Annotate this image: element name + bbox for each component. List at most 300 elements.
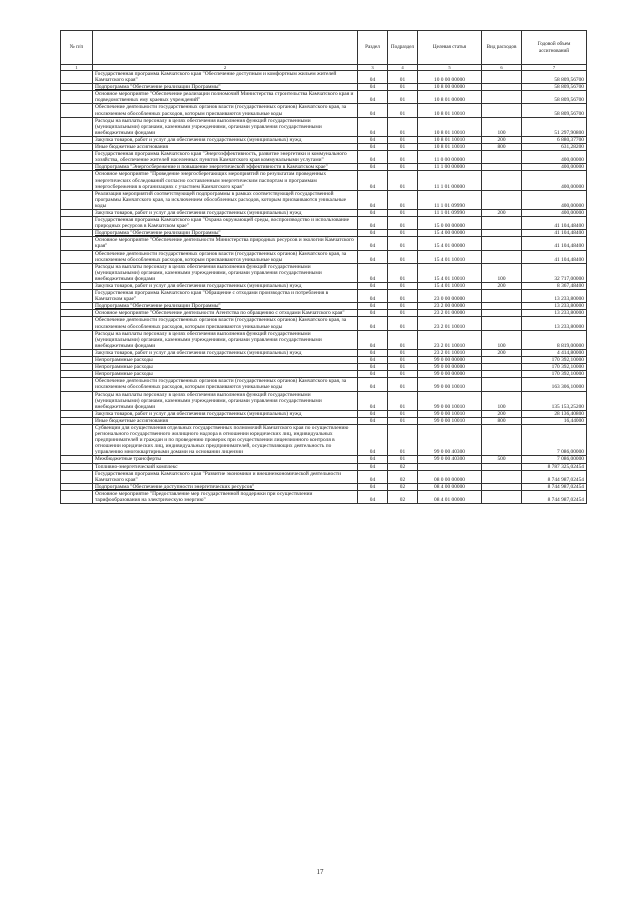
- cell-number: [61, 230, 93, 237]
- cell-amount: 41 104,48400: [522, 217, 587, 230]
- cell-target-article: 11 1 01 00000: [418, 171, 482, 190]
- cell-amount: 170 392,10000: [522, 371, 587, 378]
- cell-name: Непрограммные расходы: [93, 364, 358, 371]
- table-row: [61, 237, 587, 250]
- cell-expense-type: [482, 310, 522, 317]
- cell-expense-type: 800: [482, 417, 522, 424]
- cell-section: 04: [358, 371, 388, 378]
- cell-section: 04: [358, 463, 388, 470]
- cell-name: Закупка товаров, работ и услуг для обеспечения государственных (муниципальных) нужд: [93, 283, 358, 290]
- cell-subsection: 01: [388, 290, 418, 303]
- table-row: [61, 463, 587, 470]
- column-number: 6: [482, 65, 522, 71]
- cell-target-article: 11 0 00 00000: [418, 151, 482, 164]
- cell-section: 04: [358, 364, 388, 371]
- cell-number: [61, 290, 93, 303]
- cell-expense-type: [482, 463, 522, 470]
- table-row: [61, 230, 587, 237]
- cell-expense-type: [482, 364, 522, 371]
- cell-amount: 8 787 325,02454: [522, 463, 587, 470]
- cell-number: [61, 84, 93, 91]
- header-annual-amount: Годовой объем ассигнований: [522, 31, 587, 65]
- cell-target-article: 11 1 00 00000: [418, 164, 482, 171]
- table-row: [61, 71, 587, 84]
- cell-subsection: 01: [388, 250, 418, 263]
- cell-amount: 8 744 987,02454: [522, 470, 587, 483]
- cell-section: 04: [358, 357, 388, 364]
- cell-amount: 58 809,56700: [522, 91, 587, 104]
- cell-expense-type: [482, 303, 522, 310]
- cell-amount: 400,00000: [522, 151, 587, 164]
- cell-name: Расходы на выплаты персоналу в целях обеспечения выполнения функций государственными (муниципальными) органами, казенными учреждениями, органами управления государственными внебюджетными фондами: [93, 391, 358, 410]
- cell-section: 04: [358, 104, 388, 117]
- cell-expense-type: 200: [482, 349, 522, 356]
- cell-number: [61, 171, 93, 190]
- cell-name: Непрограммные расходы: [93, 357, 358, 364]
- table-row: [61, 190, 587, 209]
- cell-subsection: 01: [388, 371, 418, 378]
- cell-target-article: 23 0 00 00000: [418, 290, 482, 303]
- cell-target-article: 11 1 01 09990: [418, 190, 482, 209]
- cell-expense-type: 100: [482, 391, 522, 410]
- cell-number: [61, 490, 93, 503]
- cell-section: 04: [358, 250, 388, 263]
- table-row: [61, 490, 587, 503]
- cell-section: 04: [358, 91, 388, 104]
- cell-expense-type: [482, 151, 522, 164]
- cell-expense-type: [482, 483, 522, 490]
- cell-target-article: 10 8 01 10010: [418, 144, 482, 151]
- cell-subsection: 01: [388, 164, 418, 171]
- cell-expense-type: [482, 190, 522, 209]
- cell-name: Основное мероприятие "Обеспечение реализации полномочий Министерства строительства Камчатского края и подведомственных ему краевых учреждений": [93, 91, 358, 104]
- table-row: [61, 424, 587, 455]
- cell-expense-type: 200: [482, 283, 522, 290]
- column-number: 7: [522, 65, 587, 71]
- cell-name: Основное мероприятие "Обеспечение деятельности Агентства по обращению с отходами Камчатского края": [93, 310, 358, 317]
- cell-section: 04: [358, 456, 388, 463]
- cell-target-article: 10 8 00 00000: [418, 84, 482, 91]
- cell-amount: 400,00000: [522, 190, 587, 209]
- cell-section: 04: [358, 209, 388, 216]
- table-row: [61, 290, 587, 303]
- cell-section: 04: [358, 310, 388, 317]
- cell-amount: 41 104,48400: [522, 250, 587, 263]
- cell-name: Государственная программа Камчатского края "Обращение с отходами производства и потребления в Камчатском крае": [93, 290, 358, 303]
- cell-amount: 58 809,56700: [522, 84, 587, 91]
- cell-amount: 58 809,56700: [522, 104, 587, 117]
- cell-amount: 8 367,48400: [522, 283, 587, 290]
- cell-section: 04: [358, 190, 388, 209]
- cell-expense-type: 100: [482, 263, 522, 282]
- header-subsection: Подраздел: [388, 31, 418, 65]
- cell-expense-type: 500: [482, 456, 522, 463]
- cell-expense-type: [482, 71, 522, 84]
- cell-subsection: 02: [388, 490, 418, 503]
- cell-number: [61, 410, 93, 417]
- cell-target-article: 10 8 01 00000: [418, 91, 482, 104]
- cell-target-article: 15 4 01 10010: [418, 250, 482, 263]
- cell-name: Государственная программа Камчатского края "Охрана окружающей среды, воспроизводство и использование природных ресурсов в Камчатском крае": [93, 217, 358, 230]
- cell-amount: 6 880,37700: [522, 136, 587, 143]
- cell-name: Подпрограмма "Обеспечение реализации Программы": [93, 84, 358, 91]
- column-number: 4: [388, 65, 418, 71]
- budget-allocation-table: [60, 30, 587, 504]
- cell-number: [61, 283, 93, 290]
- cell-subsection: 01: [388, 330, 418, 349]
- cell-amount: 631,28200: [522, 144, 587, 151]
- cell-section: 04: [358, 217, 388, 230]
- table-row: [61, 263, 587, 282]
- cell-number: [61, 424, 93, 455]
- header-target-article: Целевая статья: [418, 31, 482, 65]
- cell-name: Обеспечение деятельности государственных органов власти (государственных органов) Камчатского края, за исключением обособленных расходов, которым присваиваются уникальные коды: [93, 250, 358, 263]
- cell-expense-type: 100: [482, 330, 522, 349]
- table-row: [61, 410, 587, 417]
- cell-number: [61, 463, 93, 470]
- cell-name: Иные бюджетные ассигнования: [93, 417, 358, 424]
- cell-subsection: 01: [388, 144, 418, 151]
- cell-number: [61, 164, 93, 171]
- table-row: [61, 371, 587, 378]
- cell-name: Расходы на выплаты персоналу в целях обеспечения выполнения функций государственными (муниципальными) органами, казенными учреждениями, органами управления государственными внебюджетными фондами: [93, 263, 358, 282]
- table-row: [61, 171, 587, 190]
- cell-expense-type: [482, 91, 522, 104]
- cell-target-article: 99 0 00 00000: [418, 371, 482, 378]
- cell-number: [61, 144, 93, 151]
- cell-target-article: 99 0 00 10010: [418, 378, 482, 391]
- header-name: [93, 31, 358, 65]
- cell-expense-type: [482, 371, 522, 378]
- cell-amount: 135 153,25200: [522, 391, 587, 410]
- cell-name: Расходы на выплаты персоналу в целях обеспечения выполнения функций государственными (муниципальными) органами, казенными учреждениями, органами управления государственными внебюджетными фондами: [93, 330, 358, 349]
- cell-section: 04: [358, 424, 388, 455]
- column-number: 3: [358, 65, 388, 71]
- cell-section: 04: [358, 263, 388, 282]
- cell-subsection: 01: [388, 417, 418, 424]
- cell-name: Закупка товаров, работ и услуг для обеспечения государственных (муниципальных) нужд: [93, 209, 358, 216]
- table-row: [61, 330, 587, 349]
- cell-target-article: 99 0 00 10010: [418, 391, 482, 410]
- cell-name: Подпрограмма "Обеспечение реализации Программы": [93, 230, 358, 237]
- cell-subsection: 01: [388, 378, 418, 391]
- cell-subsection: 01: [388, 357, 418, 364]
- cell-name: Подпрограмма "Энергосбережение и повышение энергетической эффективности в Камчатском крае": [93, 164, 358, 171]
- cell-section: 04: [358, 410, 388, 417]
- cell-section: 04: [358, 483, 388, 490]
- cell-target-article: 10 0 00 00000: [418, 71, 482, 84]
- cell-target-article: 23 2 01 10010: [418, 330, 482, 349]
- cell-amount: 8 744 987,02454: [522, 483, 587, 490]
- table-row: [61, 456, 587, 463]
- cell-amount: 8 744 987,02454: [522, 490, 587, 503]
- cell-amount: 13 233,80000: [522, 303, 587, 310]
- cell-target-article: 15 0 00 00000: [418, 217, 482, 230]
- table-row: [61, 91, 587, 104]
- cell-number: [61, 209, 93, 216]
- cell-amount: 170 392,10000: [522, 357, 587, 364]
- cell-section: 04: [358, 136, 388, 143]
- cell-target-article: 15 4 00 00000: [418, 230, 482, 237]
- cell-subsection: 01: [388, 209, 418, 216]
- cell-name: Основное мероприятие "Предоставление мер государственной поддержки при осуществлении тарифообразования на электрическую энергию": [93, 490, 358, 503]
- cell-name: Государственная программа Камчатского края "Развитие экономики и внешнеэкономической деятельности Камчатского края": [93, 470, 358, 483]
- table-row: [61, 391, 587, 410]
- cell-name: Государственная программа Камчатского края "Энергоэффективность, развитие энергетики и коммунального хозяйства, обеспечение жителей населенных пунктов Камчатского края коммунальными услугами": [93, 151, 358, 164]
- cell-name: Непрограммные расходы: [93, 371, 358, 378]
- cell-target-article: 99 0 00 40300: [418, 424, 482, 455]
- header-num: № п/п: [61, 31, 93, 65]
- cell-name: Обеспечение деятельности государственных органов власти (государственных органов) Камчатского края, за исключением обособленных расходов, которым присваиваются уникальные коды: [93, 104, 358, 117]
- cell-section: 04: [358, 151, 388, 164]
- cell-section: 04: [358, 290, 388, 303]
- cell-expense-type: [482, 317, 522, 330]
- cell-number: [61, 378, 93, 391]
- cell-section: 04: [358, 378, 388, 391]
- cell-amount: 41 104,48400: [522, 230, 587, 237]
- cell-target-article: 23 2 00 00000: [418, 303, 482, 310]
- cell-subsection: 01: [388, 456, 418, 463]
- cell-section: 04: [358, 144, 388, 151]
- table-row: [61, 217, 587, 230]
- cell-subsection: 01: [388, 151, 418, 164]
- table-row: [61, 104, 587, 117]
- cell-amount: 41 104,48400: [522, 237, 587, 250]
- cell-name: Закупка товаров, работ и услуг для обеспечения государственных (муниципальных) нужд: [93, 410, 358, 417]
- cell-subsection: 01: [388, 283, 418, 290]
- cell-subsection: 01: [388, 237, 418, 250]
- cell-subsection: 01: [388, 136, 418, 143]
- header-expense-type: Вид расходов: [482, 31, 522, 65]
- cell-number: [61, 391, 93, 410]
- cell-section: 04: [358, 349, 388, 356]
- cell-expense-type: [482, 104, 522, 117]
- cell-number: [61, 303, 93, 310]
- cell-expense-type: [482, 237, 522, 250]
- column-number: 1: [61, 65, 93, 71]
- cell-expense-type: 200: [482, 410, 522, 417]
- cell-amount: 7 086,00000: [522, 424, 587, 455]
- cell-target-article: 08 0 00 00000: [418, 470, 482, 483]
- cell-expense-type: [482, 250, 522, 263]
- cell-target-article: 10 8 01 10010: [418, 136, 482, 143]
- table-row: [61, 303, 587, 310]
- cell-name: Основное мероприятие "Проведение энергосберегающих мероприятий по результатам проведенных энергетических обследований согласно составленным энергетическим паспортам и программам энергосбережения в организациях с участием Камчатского края": [93, 171, 358, 190]
- cell-subsection: 01: [388, 171, 418, 190]
- cell-number: [61, 330, 93, 349]
- cell-subsection: 01: [388, 303, 418, 310]
- cell-target-article: 15 4 01 00000: [418, 237, 482, 250]
- cell-subsection: 02: [388, 483, 418, 490]
- table-row: [61, 117, 587, 136]
- cell-section: 04: [358, 283, 388, 290]
- cell-section: 04: [358, 303, 388, 310]
- table-row: [61, 283, 587, 290]
- cell-number: [61, 371, 93, 378]
- cell-subsection: 01: [388, 317, 418, 330]
- cell-name: Обеспечение деятельности государственных органов власти (государственных органов) Камчатского края, за исключением обособленных расходов, которым присваиваются уникальные коды: [93, 317, 358, 330]
- cell-amount: 170 392,10000: [522, 364, 587, 371]
- cell-amount: 400,00000: [522, 209, 587, 216]
- cell-expense-type: 800: [482, 144, 522, 151]
- cell-target-article: 23 2 01 10010: [418, 349, 482, 356]
- table-row: [61, 364, 587, 371]
- cell-number: [61, 310, 93, 317]
- cell-amount: 4 414,80000: [522, 349, 587, 356]
- cell-section: 04: [358, 330, 388, 349]
- cell-subsection: 02: [388, 470, 418, 483]
- cell-subsection: 02: [388, 463, 418, 470]
- page-number: 17: [316, 868, 324, 876]
- cell-expense-type: 200: [482, 136, 522, 143]
- cell-subsection: 01: [388, 84, 418, 91]
- table-row: [61, 417, 587, 424]
- cell-amount: 13 233,80000: [522, 290, 587, 303]
- cell-subsection: 01: [388, 424, 418, 455]
- cell-name: Реализация мероприятий соответствующей подпрограммы в рамках соответствующей государственной программы Камчатского края, за исключением обособленных расходов, которым присваиваются уникальные коды: [93, 190, 358, 209]
- table-row: [61, 310, 587, 317]
- cell-target-article: 99 0 00 10010: [418, 410, 482, 417]
- cell-number: [61, 357, 93, 364]
- cell-amount: 400,00000: [522, 164, 587, 171]
- cell-number: [61, 483, 93, 490]
- table-row: [61, 250, 587, 263]
- cell-target-article: 99 0 00 00000: [418, 357, 482, 364]
- column-number: 2: [93, 65, 358, 71]
- cell-section: 04: [358, 117, 388, 136]
- cell-target-article: 99 0 00 10010: [418, 417, 482, 424]
- cell-number: [61, 349, 93, 356]
- cell-number: [61, 217, 93, 230]
- cell-amount: 163 306,10000: [522, 378, 587, 391]
- cell-name: Расходы на выплаты персоналу в целях обеспечения выполнения функций государственными (муниципальными) органами, казенными учреждениями, органами управления государственными внебюджетными фондами: [93, 117, 358, 136]
- cell-name: Подпрограмма "Обеспечение реализации Программы": [93, 303, 358, 310]
- cell-subsection: 01: [388, 91, 418, 104]
- cell-expense-type: [482, 424, 522, 455]
- cell-section: 04: [358, 71, 388, 84]
- cell-target-article: 08 4 00 00000: [418, 483, 482, 490]
- table-row: [61, 317, 587, 330]
- cell-target-article: 23 2 01 00000: [418, 310, 482, 317]
- cell-expense-type: [482, 490, 522, 503]
- table-row: [61, 357, 587, 364]
- cell-expense-type: 200: [482, 209, 522, 216]
- cell-target-article: 11 1 01 09990: [418, 209, 482, 216]
- table-row: [61, 84, 587, 91]
- cell-number: [61, 190, 93, 209]
- cell-expense-type: [482, 171, 522, 190]
- table-row: [61, 209, 587, 216]
- cell-subsection: 01: [388, 230, 418, 237]
- cell-section: 04: [358, 230, 388, 237]
- cell-subsection: 01: [388, 391, 418, 410]
- cell-section: 04: [358, 391, 388, 410]
- budget-table-sheet: [60, 30, 586, 504]
- cell-name: Государственная программа Камчатского края "Обеспечение доступным и комфортным жильем жителей Камчатского края": [93, 71, 358, 84]
- cell-target-article: 99 0 00 40300: [418, 456, 482, 463]
- cell-subsection: 01: [388, 71, 418, 84]
- cell-number: [61, 117, 93, 136]
- cell-expense-type: [482, 84, 522, 91]
- cell-name: Закупка товаров, работ и услуг для обеспечения государственных (муниципальных) нужд: [93, 349, 358, 356]
- cell-number: [61, 104, 93, 117]
- cell-section: 04: [358, 171, 388, 190]
- cell-target-article: 15 4 01 10010: [418, 283, 482, 290]
- cell-amount: 400,00000: [522, 171, 587, 190]
- cell-amount: 8 819,00000: [522, 330, 587, 349]
- cell-subsection: 01: [388, 263, 418, 282]
- cell-amount: 13 233,80000: [522, 317, 587, 330]
- cell-section: 04: [358, 490, 388, 503]
- cell-subsection: 01: [388, 310, 418, 317]
- cell-subsection: 01: [388, 349, 418, 356]
- column-number: 5: [418, 65, 482, 71]
- cell-number: [61, 71, 93, 84]
- cell-name: Субвенции для осуществления отдельных государственных полномочий Камчатского края по осуществлению регионального государственного жилищного надзора в отношении юридических лиц, индивидуальных предпринимателей и граждан и по проведению проверок при осуществлении лицензионного контроля в отношении юридических лиц, индивидуальных предпринимателей, осуществляющих деятельность по управлению многоквартирными домами на основании лицензии: [93, 424, 358, 455]
- table-row: [61, 144, 587, 151]
- cell-name: Обеспечение деятельности государственных органов власти (государственных органов) Камчатского края, за исключением обособленных расходов, которым присваиваются уникальные коды: [93, 378, 358, 391]
- cell-target-article: 99 0 00 00000: [418, 364, 482, 371]
- table-row: [61, 470, 587, 483]
- cell-expense-type: [482, 230, 522, 237]
- cell-expense-type: [482, 470, 522, 483]
- cell-name: Основное мероприятие "Обеспечение деятельности Министерства природных ресурсов и экологии Камчатского края": [93, 237, 358, 250]
- table-row: [61, 164, 587, 171]
- cell-section: 04: [358, 84, 388, 91]
- cell-amount: 51 297,90800: [522, 117, 587, 136]
- cell-expense-type: [482, 217, 522, 230]
- cell-section: 04: [358, 237, 388, 250]
- cell-expense-type: [482, 378, 522, 391]
- cell-expense-type: [482, 164, 522, 171]
- cell-name: Иные бюджетные ассигнования: [93, 144, 358, 151]
- cell-number: [61, 417, 93, 424]
- table-row: [61, 378, 587, 391]
- cell-target-article: 10 8 01 10010: [418, 117, 482, 136]
- table-row: [61, 483, 587, 490]
- cell-section: 04: [358, 417, 388, 424]
- cell-amount: 28 136,40800: [522, 410, 587, 417]
- cell-section: 04: [358, 164, 388, 171]
- table-row: [61, 349, 587, 356]
- cell-name: Подпрограмма "Обеспечение доступности энергетических ресурсов": [93, 483, 358, 490]
- cell-number: [61, 237, 93, 250]
- cell-subsection: 01: [388, 104, 418, 117]
- cell-amount: 13 233,80000: [522, 310, 587, 317]
- cell-amount: 32 717,00000: [522, 263, 587, 282]
- table-row: [61, 136, 587, 143]
- cell-subsection: 01: [388, 190, 418, 209]
- cell-number: [61, 470, 93, 483]
- cell-number: [61, 263, 93, 282]
- cell-target-article: 15 4 01 10010: [418, 263, 482, 282]
- cell-number: [61, 317, 93, 330]
- table-body: [61, 71, 587, 504]
- cell-number: [61, 250, 93, 263]
- cell-amount: 7 086,00000: [522, 456, 587, 463]
- cell-number: [61, 91, 93, 104]
- cell-target-article: 08 4 01 00000: [418, 490, 482, 503]
- cell-amount: 58 809,56700: [522, 71, 587, 84]
- cell-target-article: 10 8 01 10010: [418, 104, 482, 117]
- cell-target-article: [418, 463, 482, 470]
- cell-expense-type: 100: [482, 117, 522, 136]
- cell-subsection: 01: [388, 410, 418, 417]
- cell-name: Межбюджетные трансферты: [93, 456, 358, 463]
- header-section: Раздел: [358, 31, 388, 65]
- cell-name: Закупка товаров, работ и услуг для обеспечения государственных (муниципальных) нужд: [93, 136, 358, 143]
- cell-expense-type: [482, 290, 522, 303]
